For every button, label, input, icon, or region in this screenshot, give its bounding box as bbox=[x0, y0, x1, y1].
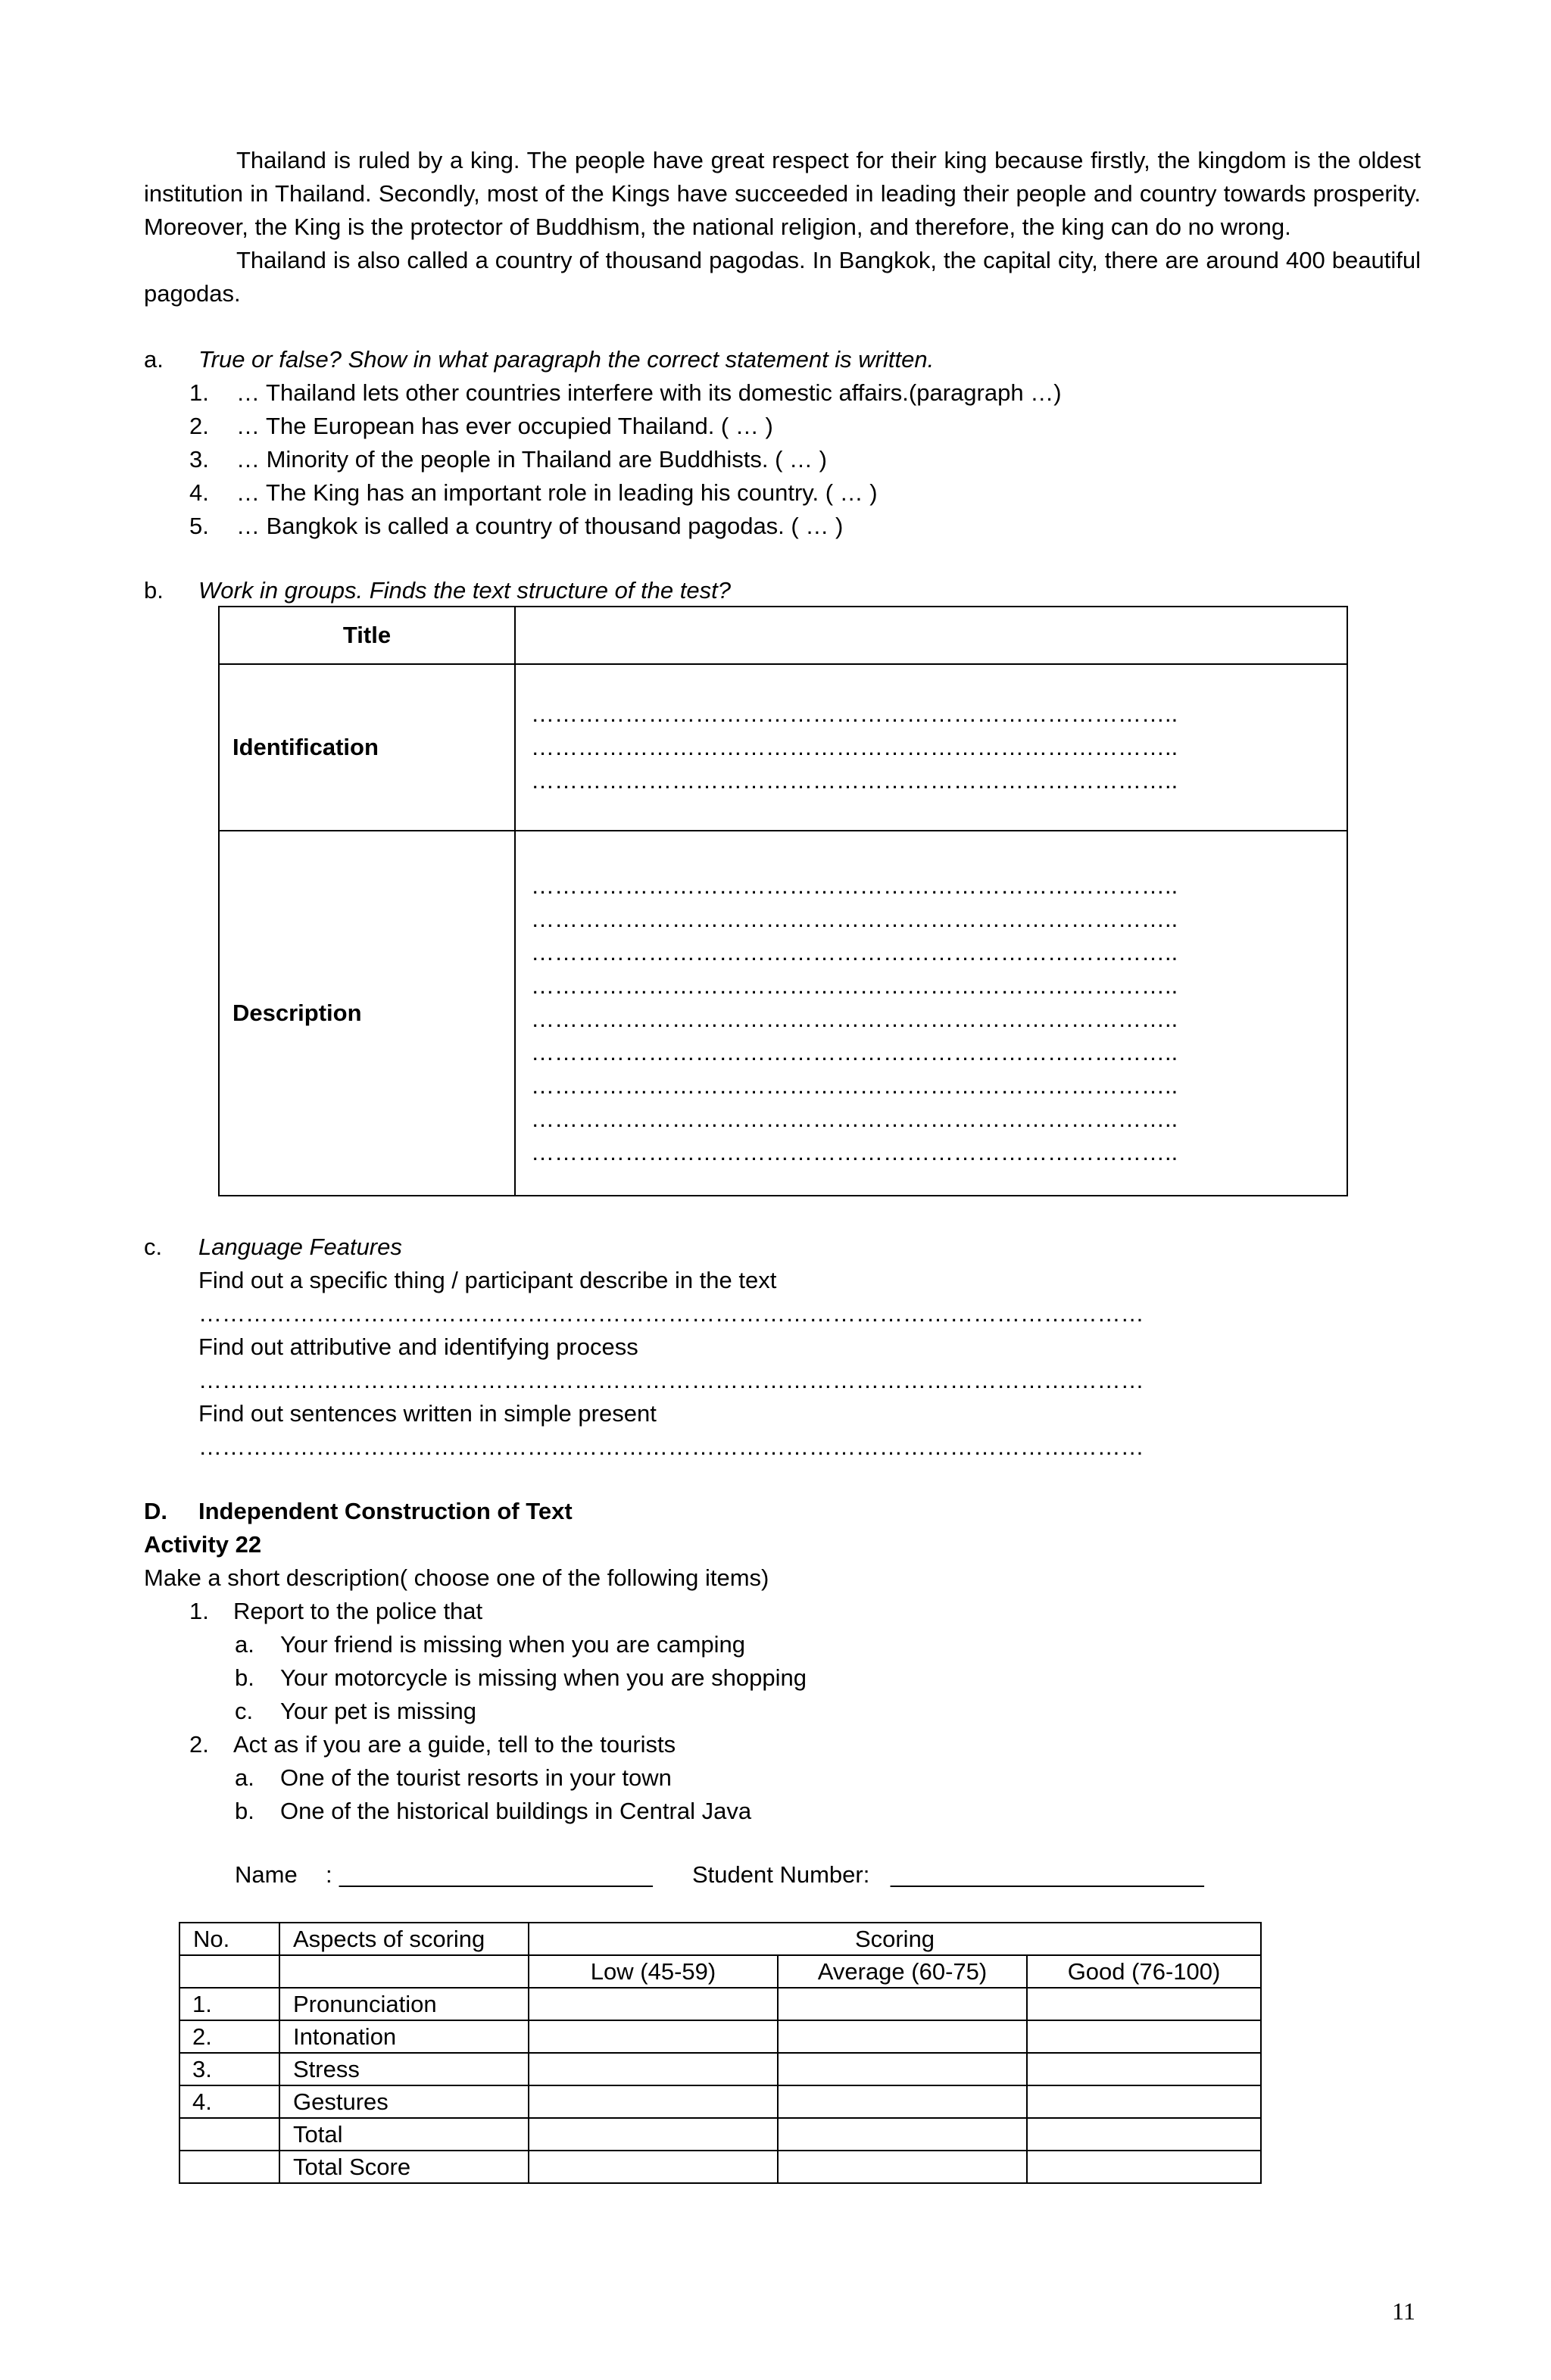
section-a-item: … Thailand lets other countries interfere with its domestic affairs.(paragraph …) bbox=[236, 379, 1062, 406]
row-aspect: Intonation bbox=[279, 2020, 529, 2053]
row-number bbox=[179, 2151, 279, 2183]
activity-subitem-letter: b. bbox=[235, 1664, 254, 1691]
empty-cell bbox=[279, 1955, 529, 1988]
identification-answer-cell[interactable] bbox=[515, 664, 1347, 831]
section-c-marker: c. bbox=[144, 1234, 163, 1260]
dotted-line: ……………………………………………………………………….. bbox=[531, 1106, 1178, 1132]
score-cell[interactable] bbox=[1027, 2151, 1261, 2183]
title-answer-cell[interactable] bbox=[515, 607, 1347, 664]
score-cell[interactable] bbox=[529, 2085, 778, 2118]
dotted-line: ……………………………………………………………………….. bbox=[531, 734, 1178, 760]
score-cell[interactable] bbox=[529, 2118, 778, 2151]
section-a-item-num: 2. bbox=[189, 413, 209, 439]
activity-subitem: Your friend is missing when you are camping bbox=[280, 1631, 746, 1658]
table-row bbox=[219, 831, 1347, 1196]
dotted-line: ……………………………………………………………………….. bbox=[531, 972, 1178, 999]
score-cell[interactable] bbox=[1027, 2118, 1261, 2151]
dotted-answer-line[interactable]: ………………………………………………………………………………………………….……… bbox=[198, 1300, 1144, 1327]
row-aspect: Stress bbox=[279, 2053, 529, 2085]
score-cell[interactable] bbox=[1027, 2085, 1261, 2118]
table-row bbox=[179, 2020, 1261, 2053]
empty-cell bbox=[179, 1955, 279, 1988]
activity-subitem: One of the tourist resorts in your town bbox=[280, 1764, 672, 1791]
score-cell[interactable] bbox=[1027, 2053, 1261, 2085]
activity-item: Report to the police that bbox=[233, 1598, 483, 1624]
page-number: 11 bbox=[1392, 2297, 1415, 2325]
level-low-header: Low (45-59) bbox=[529, 1955, 778, 1988]
section-a-item-num: 3. bbox=[189, 446, 209, 473]
score-cell[interactable] bbox=[529, 2020, 778, 2053]
activity-subitem: Your motorcycle is missing when you are shopping bbox=[280, 1664, 807, 1691]
level-good-header: Good (76-100) bbox=[1027, 1955, 1261, 1988]
dotted-line: ……………………………………………………………………….. bbox=[531, 1039, 1178, 1065]
name-field[interactable]: ________________________ bbox=[339, 1861, 653, 1888]
description-label: Description bbox=[219, 831, 515, 1196]
dotted-line: ……………………………………………………………………….. bbox=[531, 700, 1178, 727]
row-number: 4. bbox=[179, 2085, 279, 2118]
score-cell[interactable] bbox=[529, 1988, 778, 2020]
table-row bbox=[179, 2053, 1261, 2085]
section-a-item-num: 5. bbox=[189, 513, 209, 539]
row-aspect: Gestures bbox=[279, 2085, 529, 2118]
passage-paragraph-2: Thailand is also called a country of thousand pagodas. In Bangkok, the capital city, there are around 400 beautiful pagodas. bbox=[144, 247, 1421, 307]
student-number-field[interactable]: ________________________ bbox=[891, 1861, 1204, 1888]
row-number: 1. bbox=[179, 1988, 279, 2020]
text-structure-table bbox=[218, 606, 1348, 1196]
activity-item: Act as if you are a guide, tell to the tourists bbox=[233, 1731, 676, 1758]
row-aspect: Total bbox=[279, 2118, 529, 2151]
section-a-marker: a. bbox=[144, 346, 164, 373]
identification-label: Identification bbox=[219, 664, 515, 831]
score-cell[interactable] bbox=[1027, 2020, 1261, 2053]
activity-subitem: Your pet is missing bbox=[280, 1698, 477, 1724]
title-label: Title bbox=[219, 607, 515, 664]
name-label: Name bbox=[235, 1861, 298, 1888]
activity-subitem: One of the historical buildings in Central Java bbox=[280, 1798, 752, 1824]
activity-subitem-letter: b. bbox=[235, 1798, 254, 1824]
dotted-line: ……………………………………………………………………….. bbox=[531, 872, 1178, 899]
score-cell[interactable] bbox=[778, 1988, 1027, 2020]
score-cell[interactable] bbox=[529, 2053, 778, 2085]
dotted-line: ……………………………………………………………………….. bbox=[531, 1072, 1178, 1099]
section-d-marker: D. bbox=[144, 1498, 167, 1524]
description-answer-cell[interactable] bbox=[515, 831, 1347, 1196]
score-cell[interactable] bbox=[778, 2118, 1027, 2151]
dotted-answer-line[interactable]: ………………………………………………………………………………………………….……… bbox=[198, 1433, 1144, 1460]
activity-instruction: Make a short description( choose one of the following items) bbox=[144, 1564, 769, 1591]
dotted-answer-line[interactable]: ………………………………………………………………………………………………….……… bbox=[198, 1367, 1144, 1393]
table-row bbox=[179, 2085, 1261, 2118]
table-row bbox=[179, 2118, 1261, 2151]
language-prompt: Find out attributive and identifying process bbox=[198, 1333, 638, 1360]
section-a-item: … The European has ever occupied Thailand. ( … ) bbox=[236, 413, 773, 439]
section-c-heading: Language Features bbox=[198, 1234, 402, 1260]
score-cell[interactable] bbox=[778, 2053, 1027, 2085]
col-aspects-header: Aspects of scoring bbox=[279, 1923, 529, 1955]
table-row bbox=[179, 2151, 1261, 2183]
scoring-table bbox=[179, 1922, 1262, 2184]
activity-title: Activity 22 bbox=[144, 1531, 262, 1558]
activity-item-num: 1. bbox=[189, 1598, 209, 1624]
name-colon: : bbox=[326, 1861, 332, 1888]
passage-paragraph-1: Thailand is ruled by a king. The people have great respect for their king because firstly, the kingdom is the oldest institution in Thailand. Secondly, most of the Kings have succeeded in leading their people and country towards prosperity. Moreover, the King is the protector of Buddhism, the national religion, and therefore, the king can do no wrong. bbox=[144, 147, 1421, 240]
table-row bbox=[179, 1955, 1261, 1988]
student-number-label: Student Number: bbox=[692, 1861, 870, 1888]
dotted-line: ……………………………………………………………………….. bbox=[531, 939, 1178, 965]
dotted-line: ……………………………………………………………………….. bbox=[531, 1006, 1178, 1032]
score-cell[interactable] bbox=[778, 2085, 1027, 2118]
score-cell[interactable] bbox=[778, 2020, 1027, 2053]
activity-subitem-letter: a. bbox=[235, 1764, 254, 1791]
activity-item-num: 2. bbox=[189, 1731, 209, 1758]
section-a-item-num: 1. bbox=[189, 379, 209, 406]
level-average-header: Average (60-75) bbox=[778, 1955, 1027, 1988]
score-cell[interactable] bbox=[778, 2151, 1027, 2183]
score-cell[interactable] bbox=[1027, 1988, 1261, 2020]
section-a-item: … Minority of the people in Thailand are Buddhists. ( … ) bbox=[236, 446, 827, 473]
language-prompt: Find out a specific thing / participant describe in the text bbox=[198, 1267, 777, 1293]
row-aspect: Total Score bbox=[279, 2151, 529, 2183]
reading-passage bbox=[144, 144, 1421, 310]
section-b-marker: b. bbox=[144, 577, 164, 604]
activity-subitem-letter: a. bbox=[235, 1631, 254, 1658]
section-a-instruction: True or false? Show in what paragraph the correct statement is written. bbox=[198, 346, 935, 373]
score-cell[interactable] bbox=[529, 2151, 778, 2183]
row-number: 2. bbox=[179, 2020, 279, 2053]
table-row bbox=[219, 607, 1347, 664]
section-a-item: … The King has an important role in leading his country. ( … ) bbox=[236, 479, 878, 506]
table-row bbox=[219, 664, 1347, 831]
section-b-instruction: Work in groups. Finds the text structure of the test? bbox=[198, 577, 731, 604]
section-a-item-num: 4. bbox=[189, 479, 209, 506]
row-number bbox=[179, 2118, 279, 2151]
activity-subitem-letter: c. bbox=[235, 1698, 254, 1724]
section-a-item: … Bangkok is called a country of thousand pagodas. ( … ) bbox=[236, 513, 844, 539]
row-aspect: Pronunciation bbox=[279, 1988, 529, 2020]
col-no-header: No. bbox=[179, 1923, 279, 1955]
row-number: 3. bbox=[179, 2053, 279, 2085]
table-row bbox=[179, 1988, 1261, 2020]
dotted-line: ……………………………………………………………………….. bbox=[531, 906, 1178, 932]
dotted-line: ……………………………………………………………………….. bbox=[531, 767, 1178, 794]
table-row bbox=[179, 1923, 1261, 1955]
section-d-heading: Independent Construction of Text bbox=[198, 1498, 573, 1524]
dotted-line: ……………………………………………………………………….. bbox=[531, 1139, 1178, 1165]
language-prompt: Find out sentences written in simple present bbox=[198, 1400, 657, 1427]
col-scoring-header: Scoring bbox=[529, 1923, 1261, 1955]
